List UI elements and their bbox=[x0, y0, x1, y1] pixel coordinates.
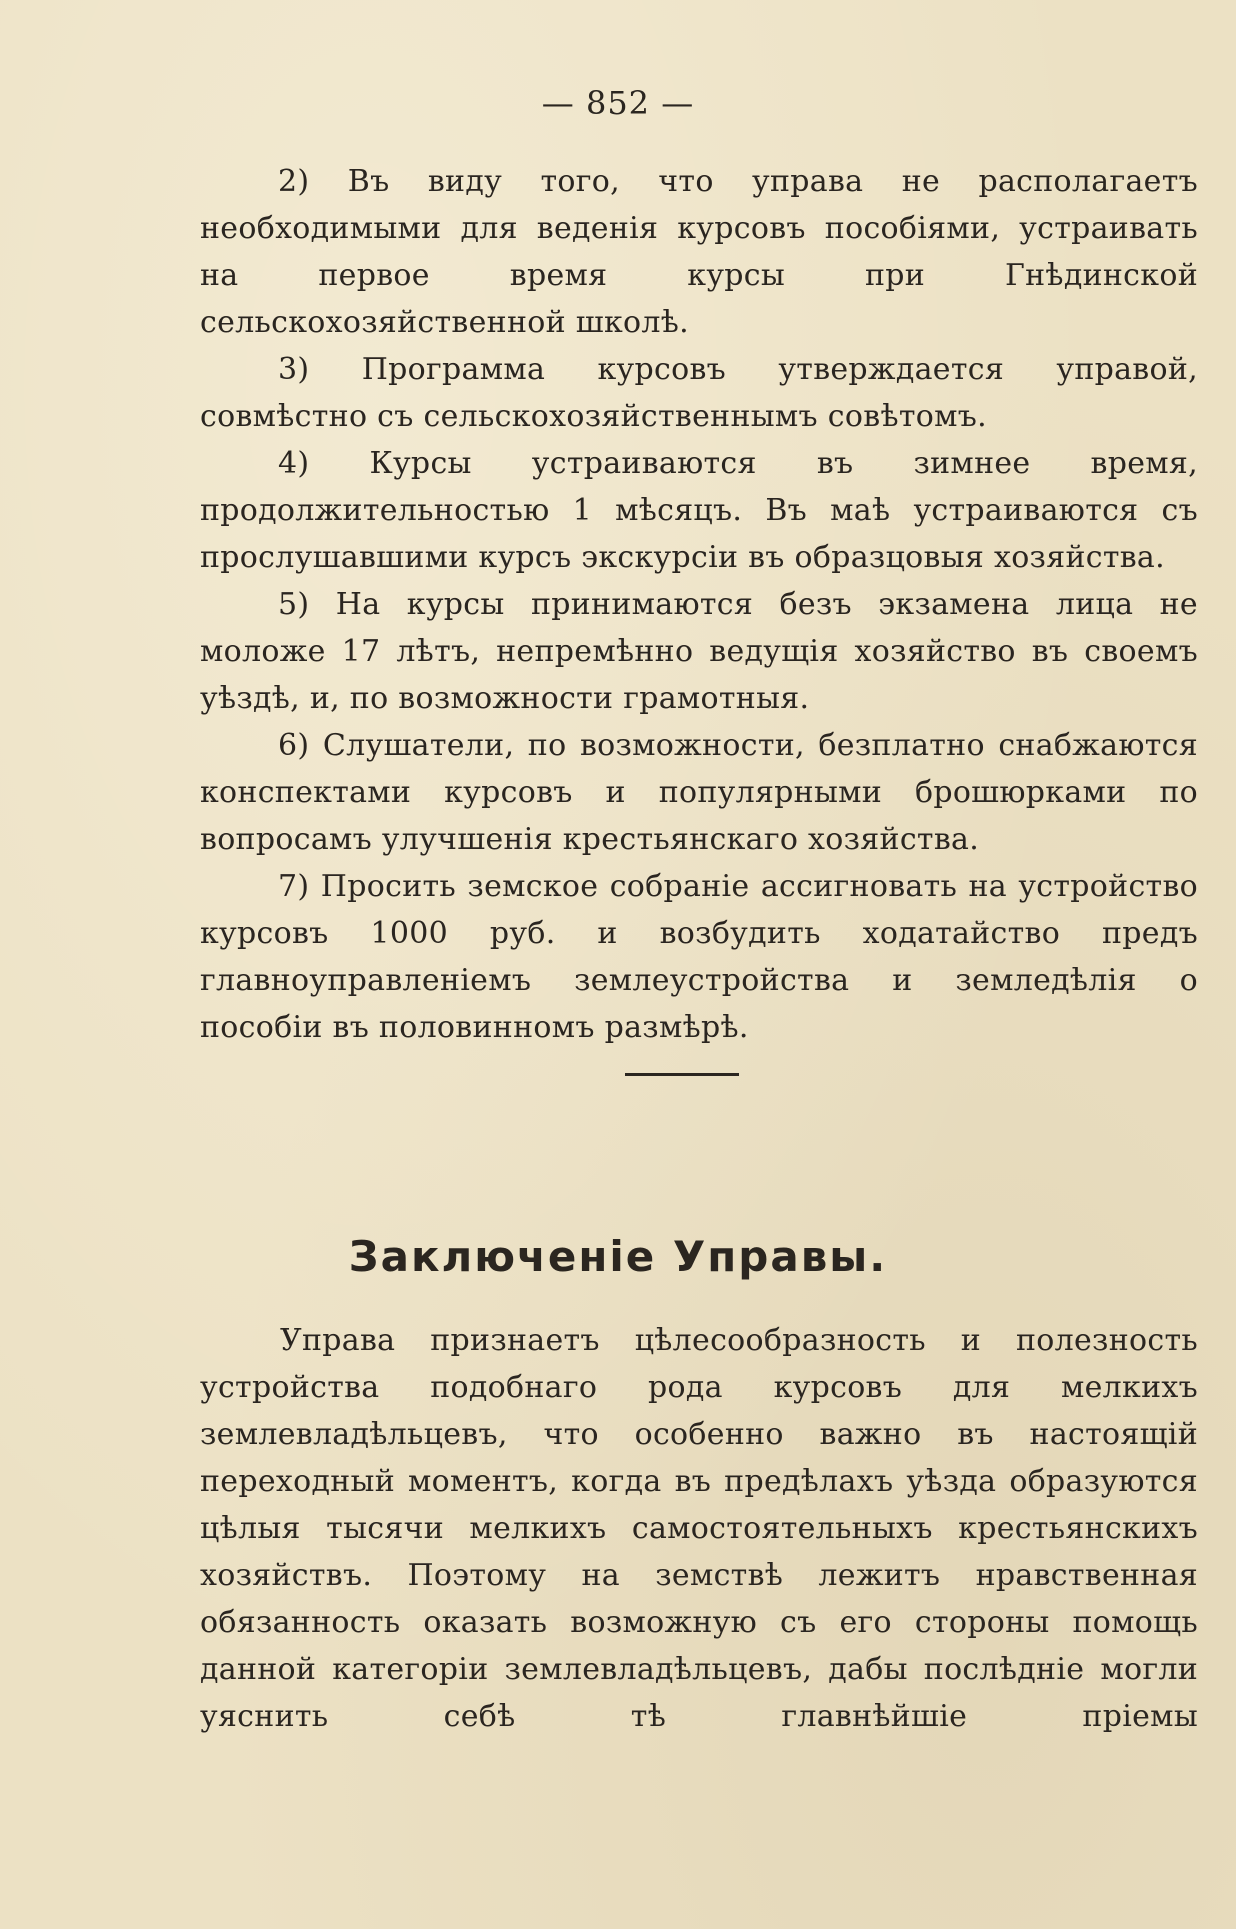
page-number: — 852 — bbox=[541, 84, 695, 122]
conclusion-paragraph: Управа признаетъ цѣлесообразность и полезность устройства подобнаго рода курсовъ для мелкихъ землевладѣльцевъ, что особенно важно въ настоящій переходный моментъ, когда въ предѣлахъ уѣзда образуются цѣлыя тысячи мелкихъ самостоятельныхъ крестьянскихъ хозяйствъ. Поэтому на земствѣ лежитъ нравственная обязанность оказать возможную съ его стороны помощь данной категоріи землевладѣльцевъ, дабы послѣдніе могли уяснить себѣ тѣ главнѣйшіе пріемы bbox=[200, 1323, 1198, 1734]
item-5: 5) На курсы принимаются безъ экзамена лица не моложе 17 лѣтъ, непремѣнно ведущія хозяйство въ своемъ уѣздѣ, и, по возможности грамотныя. bbox=[200, 587, 1198, 716]
conclusion-block bbox=[200, 1317, 1198, 1740]
item-4: 4) Курсы устраиваются въ зимнее время, продолжительностью 1 мѣсяцъ. Въ маѣ устраиваются съ прослушавшими курсъ экскурсіи въ образцовыя хозяйства. bbox=[200, 446, 1198, 575]
section-divider bbox=[625, 1073, 739, 1076]
item-7: 7) Просить земское собраніе ассигновать на устройство курсовъ 1000 руб. и возбудить ходатайство предъ главноуправленіемъ землеустройства и земледѣлія о пособіи въ половинномъ размѣрѣ. bbox=[200, 869, 1198, 1045]
section-title: Заключеніе Управы. bbox=[348, 1232, 888, 1281]
item-6: 6) Слушатели, по возможности, безплатно снабжаются конспектами курсовъ и популярными брошюрками по вопросамъ улучшенія крестьянскаго хозяйства. bbox=[200, 728, 1198, 857]
resolution-items bbox=[200, 158, 1198, 1051]
item-2: 2) Въ виду того, что управа не располагаетъ необходимыми для веденія курсовъ пособіями, устраивать на первое время курсы при Гнѣдинской сельскохозяйственной школѣ. bbox=[200, 164, 1198, 340]
item-3: 3) Программа курсовъ утверждается управой, совмѣстно съ сельскохозяйственнымъ совѣтомъ. bbox=[200, 352, 1198, 434]
